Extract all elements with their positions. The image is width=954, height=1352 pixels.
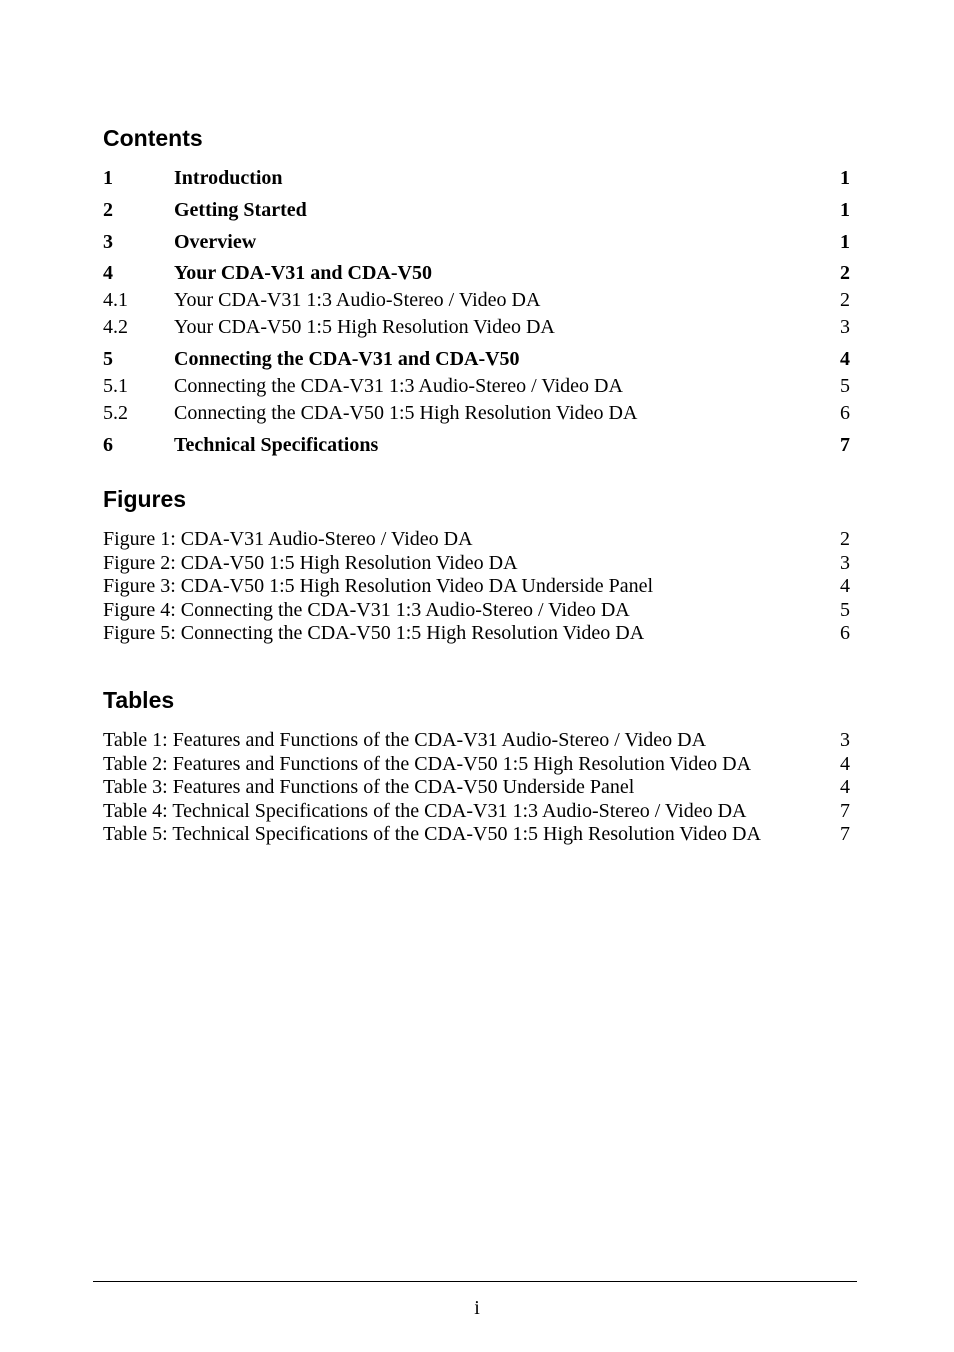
toc-entry-page: 3: [840, 316, 850, 338]
table-entry-page: 4: [840, 752, 850, 775]
toc-entry-number: 4: [103, 262, 113, 284]
table-entry-page: 7: [840, 799, 850, 822]
toc-entry-title: Your CDA-V31 and CDA-V50: [174, 262, 432, 284]
figure-entry[interactable]: [103, 597, 850, 623]
figure-entry-title: Figure 1: CDA-V31 Audio-Stereo / Video DA: [103, 528, 473, 550]
toc-entry-page: 1: [840, 231, 850, 253]
figure-entry-page: 4: [840, 575, 850, 597]
figure-entry-title: Figure 3: CDA-V50 1:5 High Resolution Video DA Underside Panel: [103, 575, 654, 597]
table-entry[interactable]: [103, 798, 850, 824]
toc-entry-page: 2: [840, 289, 850, 311]
tables-heading: Tables: [103, 687, 175, 713]
toc-subentry[interactable]: [103, 400, 850, 426]
table-entry-page: 4: [840, 776, 850, 798]
toc-entry-page: 7: [840, 434, 850, 456]
table-entry-title: Table 3: Features and Functions of the CDA-V50 Underside Panel: [103, 776, 635, 798]
toc-subentry[interactable]: [103, 314, 850, 340]
table-entry-title: Table 1: Features and Functions of the CDA-V31 Audio-Stereo / Video DA: [103, 729, 707, 751]
toc-entry-title: Your CDA-V31 1:3 Audio-Stereo / Video DA: [174, 289, 541, 311]
toc-entry[interactable]: [103, 260, 850, 286]
toc-entry-title: Overview: [174, 231, 257, 253]
table-entry[interactable]: [103, 821, 850, 847]
figure-entry-title: Figure 5: Connecting the CDA-V50 1:5 High Resolution Video DA: [103, 622, 645, 644]
toc-entry-page: 1: [840, 199, 850, 221]
toc-entry-number: 6: [103, 434, 113, 456]
table-entry[interactable]: [103, 727, 850, 753]
toc-entry-number: 1: [103, 167, 113, 189]
toc-entry[interactable]: [103, 346, 850, 372]
table-entry-title: Table 5: Technical Specifications of the CDA-V50 1:5 High Resolution Video DA: [103, 823, 761, 845]
toc-entry-number: 2: [103, 199, 113, 221]
toc-entry-title: Introduction: [174, 167, 283, 189]
figure-entry[interactable]: [103, 620, 850, 646]
toc-entry-number: 3: [103, 231, 113, 253]
table-entry-page: 7: [840, 823, 850, 845]
figure-entry-title: Figure 4: Connecting the CDA-V31 1:3 Audio-Stereo / Video DA: [103, 598, 630, 621]
toc-entry-title: Connecting the CDA-V31 and CDA-V50: [174, 348, 520, 370]
toc-entry-title: Connecting the CDA-V50 1:5 High Resolution Video DA: [174, 402, 638, 424]
toc-entry-number: 5: [103, 348, 113, 370]
toc-entry-number: 5.2: [103, 402, 128, 424]
toc-entry-title: Technical Specifications: [174, 434, 379, 456]
toc-entry[interactable]: [103, 197, 850, 223]
figure-entry-page: 3: [840, 551, 850, 574]
figures-heading: Figures: [103, 486, 187, 512]
toc-entry-page: 6: [840, 402, 850, 424]
toc-subentry[interactable]: [103, 373, 850, 399]
figure-entry[interactable]: [103, 526, 850, 552]
toc-entry-number: 5.1: [103, 375, 128, 397]
toc-entry-title: Your CDA-V50 1:5 High Resolution Video DA: [174, 316, 555, 338]
toc-entry-title: Connecting the CDA-V31 1:3 Audio-Stereo / Video DA: [174, 375, 623, 397]
table-entry-title: Table 2: Features and Functions of the CDA-V50 1:5 High Resolution Video DA: [103, 752, 752, 775]
toc-entry-number: 4.2: [103, 316, 128, 338]
toc-entry-page: 1: [840, 167, 850, 189]
figure-entry[interactable]: [103, 550, 850, 576]
contents-heading: Contents: [103, 125, 203, 151]
table-entry-page: 3: [840, 729, 850, 751]
table-entry[interactable]: [103, 774, 850, 800]
table-entry[interactable]: [103, 751, 850, 777]
footer-divider: [93, 1281, 857, 1282]
figure-entry-title: Figure 2: CDA-V50 1:5 High Resolution Video DA: [103, 551, 518, 574]
toc-entry[interactable]: [103, 165, 850, 191]
figure-entry-page: 5: [840, 598, 850, 621]
toc-entry-title: Getting Started: [174, 199, 307, 221]
toc-entry[interactable]: [103, 432, 850, 458]
toc-entry-page: 5: [840, 375, 850, 397]
figure-entry-page: 6: [840, 622, 850, 644]
figure-entry[interactable]: [103, 573, 850, 599]
toc-entry[interactable]: [103, 229, 850, 255]
toc-entry-page: 4: [840, 348, 850, 370]
table-entry-title: Table 4: Technical Specifications of the CDA-V31 1:3 Audio-Stereo / Video DA: [103, 799, 747, 822]
figure-entry-page: 2: [840, 528, 850, 550]
toc-subentry[interactable]: [103, 287, 850, 313]
toc-entry-page: 2: [840, 262, 850, 284]
footer-page-number: i: [474, 1297, 480, 1319]
toc-entry-number: 4.1: [103, 289, 128, 311]
